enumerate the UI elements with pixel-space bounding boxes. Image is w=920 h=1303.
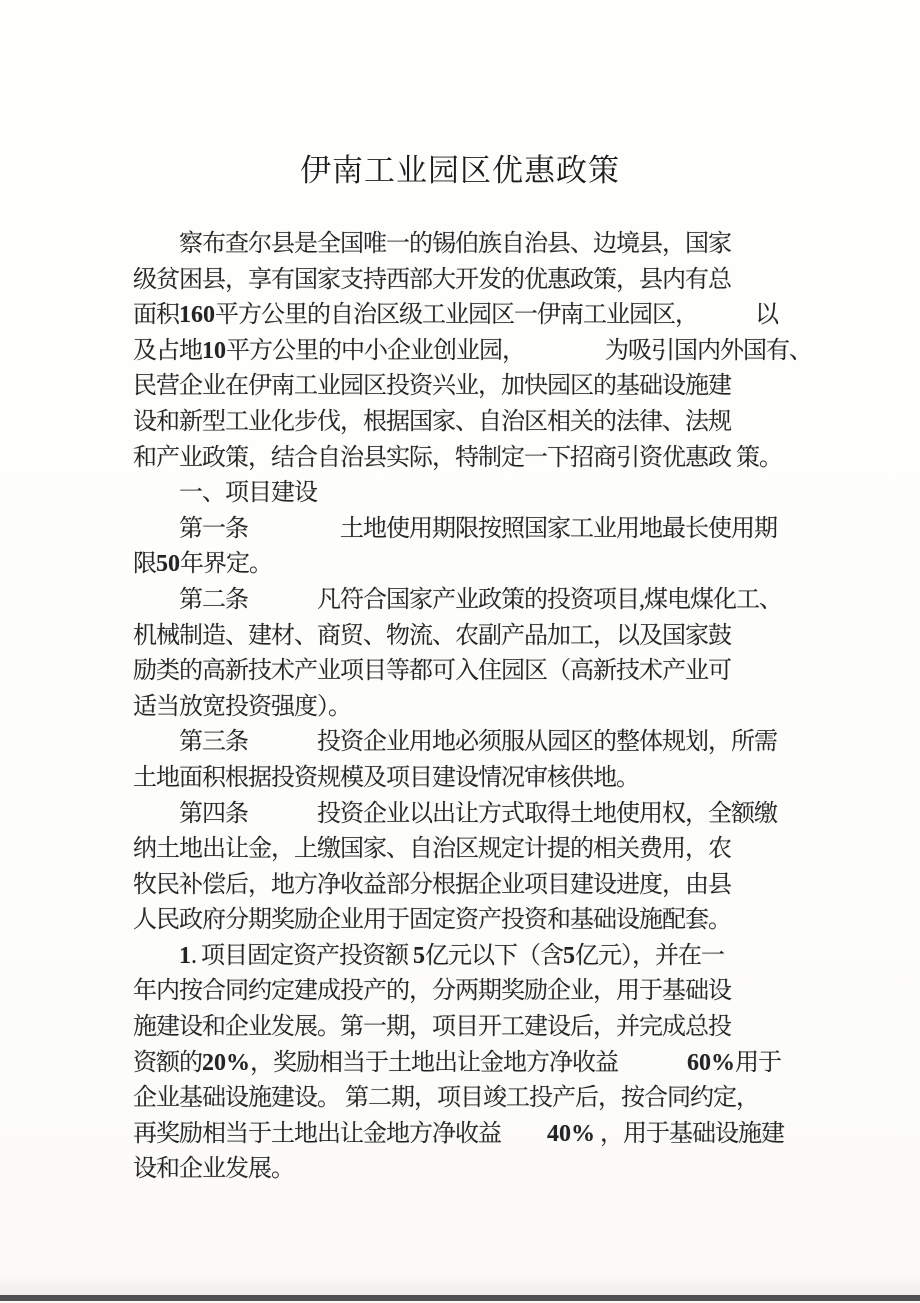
- text-line: 纳土地出让金，上缴国家、自治区规定计提的相关费用，农: [133, 836, 731, 863]
- text-line: 适当放宽投资强度）。: [133, 693, 351, 720]
- text-line: 及占地10平方公里的中小企业创业园， 为吸引国内外国有、: [133, 337, 812, 364]
- text-line: 设和企业发展。: [133, 1156, 294, 1183]
- text-line: 施建设和企业发展。第一期，项目开工建设后，并完成总投: [133, 1014, 731, 1041]
- text-line: 人民政府分期奖励企业用于固定资产投资和基础设施配套。: [133, 907, 731, 934]
- text-line: 励类的高新技术产业项目等都可入住园区（高新技术产业可: [133, 658, 731, 685]
- text-line: 机械制造、建材、商贸、物流、农副产品加工，以及国家鼓: [133, 622, 731, 649]
- text-line: 土地面积根据投资规模及项目建设情况审核供地。: [133, 764, 639, 791]
- text-line: 企业基础设施建设。 第二期，项目竣工投产后，按合同约定，: [133, 1085, 759, 1112]
- document-title: 伊南工业园区优惠政策: [300, 153, 620, 188]
- text-line: 第三条 投资企业用地必须服从园区的整体规划，所需: [133, 729, 777, 756]
- text-line: 第四条 投资企业以出让方式取得土地使用权，全额缴: [133, 800, 777, 827]
- text-line: 再奖励相当于土地出让金地方净收益 40% ，用于基础设施建: [133, 1120, 784, 1147]
- text-line: 设和新型工业化步伐，根据国家、自治区相关的法律、法规: [133, 408, 731, 435]
- text-line: 限50年界定。: [133, 551, 272, 578]
- text-line: 面积160平方公里的自治区级工业园区一伊南工业园区， 以: [133, 302, 778, 329]
- text-line: 牧民补偿后，地方净收益部分根据企业项目建设进度，由县: [133, 871, 731, 898]
- text-line: 一、项目建设: [133, 480, 317, 507]
- text-line: 察布查尔县是全国唯一的锡伯族自治县、边境县，国家: [133, 231, 731, 257]
- text-line: 和产业政策，结合自治县实际，特制定一下招商引资优惠政 策。: [133, 444, 782, 471]
- text-line: 第二条 凡符合国家产业政策的投资项目,煤电煤化工、: [133, 586, 782, 613]
- text-line: 年内按合同约定建成投产的，分两期奖励企业，用于基础设: [133, 978, 731, 1005]
- page-bottom-edge: [0, 1295, 920, 1301]
- text-line: 1. 项目固定资产投资额 5亿元以下（含5亿元），并在一: [179, 942, 724, 969]
- document-body: [133, 227, 812, 1188]
- text-line: 第一条 土地使用期限按照国家工业用地最长使用期: [133, 515, 777, 542]
- text-line: 民营企业在伊南工业园区投资兴业，加快园区的基础设施建: [133, 373, 731, 400]
- page-bottom-shadow: [0, 1273, 920, 1295]
- text-line: 级贫困县，享有国家支持西部大开发的优惠政策，县内有总: [133, 266, 731, 293]
- text-line: 资额的20%，奖励相当于土地出让金地方净收益 60%用于: [133, 1049, 781, 1076]
